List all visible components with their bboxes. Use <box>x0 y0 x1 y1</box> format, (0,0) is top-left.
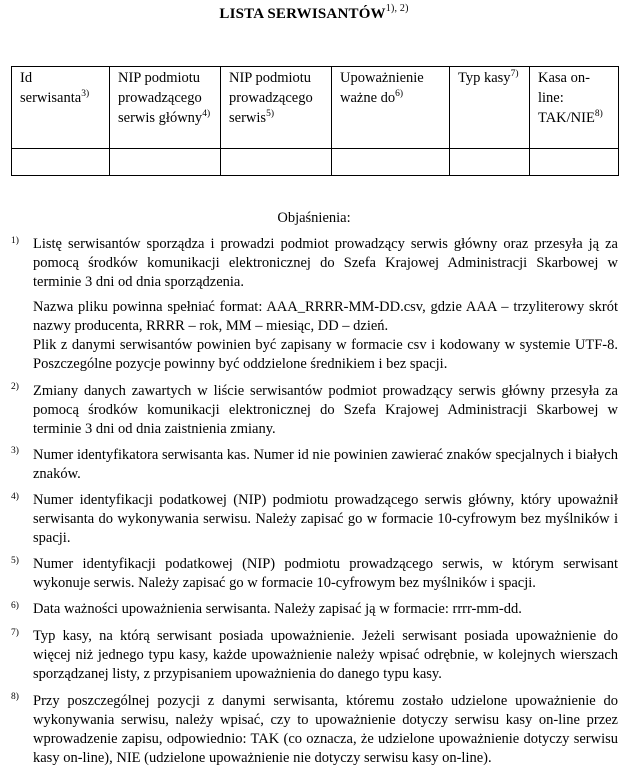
title-footnote-refs: 1), 2) <box>385 3 409 14</box>
footnote-5 <box>33 555 618 593</box>
servicemen-table <box>11 66 619 176</box>
footnote-6 <box>33 600 618 619</box>
footnote-8 <box>33 692 618 768</box>
table-cell[interactable] <box>110 149 221 176</box>
footnote-4 <box>33 491 618 548</box>
footnote-paragraph: Typ kasy, na którą serwisant posiada upoważnienie. Jeżeli serwisant posiada upoważnienie do więcej niż jednego typu kasy, każde upoważnienie należy wpisać odrębnie, w kolejnych wierszach sporządzanej listy, z przypisaniem upoważnienia do danego typu kasy. <box>33 628 618 682</box>
footnote-paragraph: Zmiany danych zawartych w liście serwisantów podmiot prowadzący serwis główny przesyła za pomocą środków komunikacji elektronicznej do Szefa Krajowej Administracji Skarbowej w terminie 3 dni od dnia zaistnienia zmiany. <box>33 383 618 437</box>
header-id-serwisanta: Id serwisanta$^{3)}$ <box>12 67 110 149</box>
table-cell[interactable] <box>221 149 332 176</box>
footnote-number: 6) <box>11 601 19 611</box>
header-upowaznienie: Upoważnienie ważne $do^{6)}$ <box>332 67 450 149</box>
footnote-number: 1) <box>11 236 19 246</box>
footnote-number: 8) <box>11 692 19 702</box>
table-cell[interactable] <box>530 149 619 176</box>
footnote-2 <box>33 382 618 439</box>
footnote-number: 5) <box>11 556 19 566</box>
header-typ-kasy: Typ kasy$^{7)}$ <box>450 67 530 149</box>
footnote-1 <box>33 235 618 374</box>
footnote-paragraph: Numer identyfikacji podatkowej (NIP) podmiotu prowadzącego serwis, w którym serwisant wykonuje serwis. Należy zapisać go w formacie 10-cyfrowym bez myślników i spacji. <box>33 556 618 591</box>
footnote-paragraph: Plik z danymi serwisantów powinien być zapisany w formacie csv i kodowany w systemie UTF-8. Poszczególne pozycje powinny być oddzielone średnikiem i bez spacji. <box>33 337 618 372</box>
header-kasa-online: Kasa on-line: TAK/NIE$^{8)}$ <box>530 67 619 149</box>
footnote-paragraph: Numer identyfikacji podatkowej (NIP) podmiotu prowadzącego serwis główny, który upoważnił serwisanta do wykonywania serwisu. Należy zapisać go w formacie 10-cyfrowym bez myślników i spacji. <box>33 492 618 546</box>
table-row <box>12 149 619 176</box>
title-text: LISTA SERWISANTÓW <box>219 6 386 22</box>
footnote-7 <box>33 627 618 684</box>
footnote-paragraph: Przy poszczególnej pozycji z danymi serwisanta, któremu zostało udzielone upoważnienie do wykonywania serwisu, należy wpisać, czy to upoważnienie dotyczy serwisu kasy on-line przez wprowadzenie zapisu, odpowiednio: TAK (co oznacza, że udzielone upoważnienie dotyczy serwisu kasy on-line), NIE (udzielone upoważnienie nie dotyczy serwisu kasy on-line). <box>33 693 618 766</box>
footnote-paragraph: Numer identyfikatora serwisanta kas. Numer id nie powinien zawierać znaków specjalnych i białych znaków. <box>33 447 618 482</box>
footnote-paragraph: Listę serwisantów sporządza i prowadzi podmiot prowadzący serwis główny oraz przesyła ją za pomocą środków komunikacji elektronicznej do Szefa Krajowej Administracji Skarbowej w terminie 3 dni od dnia sporządzenia. <box>33 236 618 290</box>
table-header-row <box>12 67 619 149</box>
explanations-heading: Objaśnienia: <box>277 210 351 226</box>
footnote-number: 3) <box>11 446 19 456</box>
table-cell[interactable] <box>332 149 450 176</box>
header-nip-serwis: NIP podmiotu prowadzącego serwis$^{5)}$ <box>221 67 332 149</box>
table-cell[interactable] <box>450 149 530 176</box>
footnote-3 <box>33 446 618 484</box>
footnote-number: 2) <box>11 382 19 392</box>
page-title <box>0 3 628 23</box>
footnote-paragraph: Data ważności upoważnienia serwisanta. Należy zapisać ją w formacie: rrrr-mm-dd. <box>33 601 522 617</box>
footnote-number: 7) <box>11 628 19 638</box>
footnote-number: 4) <box>11 492 19 502</box>
header-nip-serwis-glowny: NIP podmiotu prowadzącego serwis główny$^{4)}$ <box>110 67 221 149</box>
footnote-paragraph: Nazwa pliku powinna spełniać format: AAA_RRRR-MM-DD.csv, gdzie AAA – trzyliterowy skrót nazwy producenta, RRRR – rok, MM – miesiąc, DD – dzień. <box>33 299 618 334</box>
table-cell[interactable] <box>12 149 110 176</box>
